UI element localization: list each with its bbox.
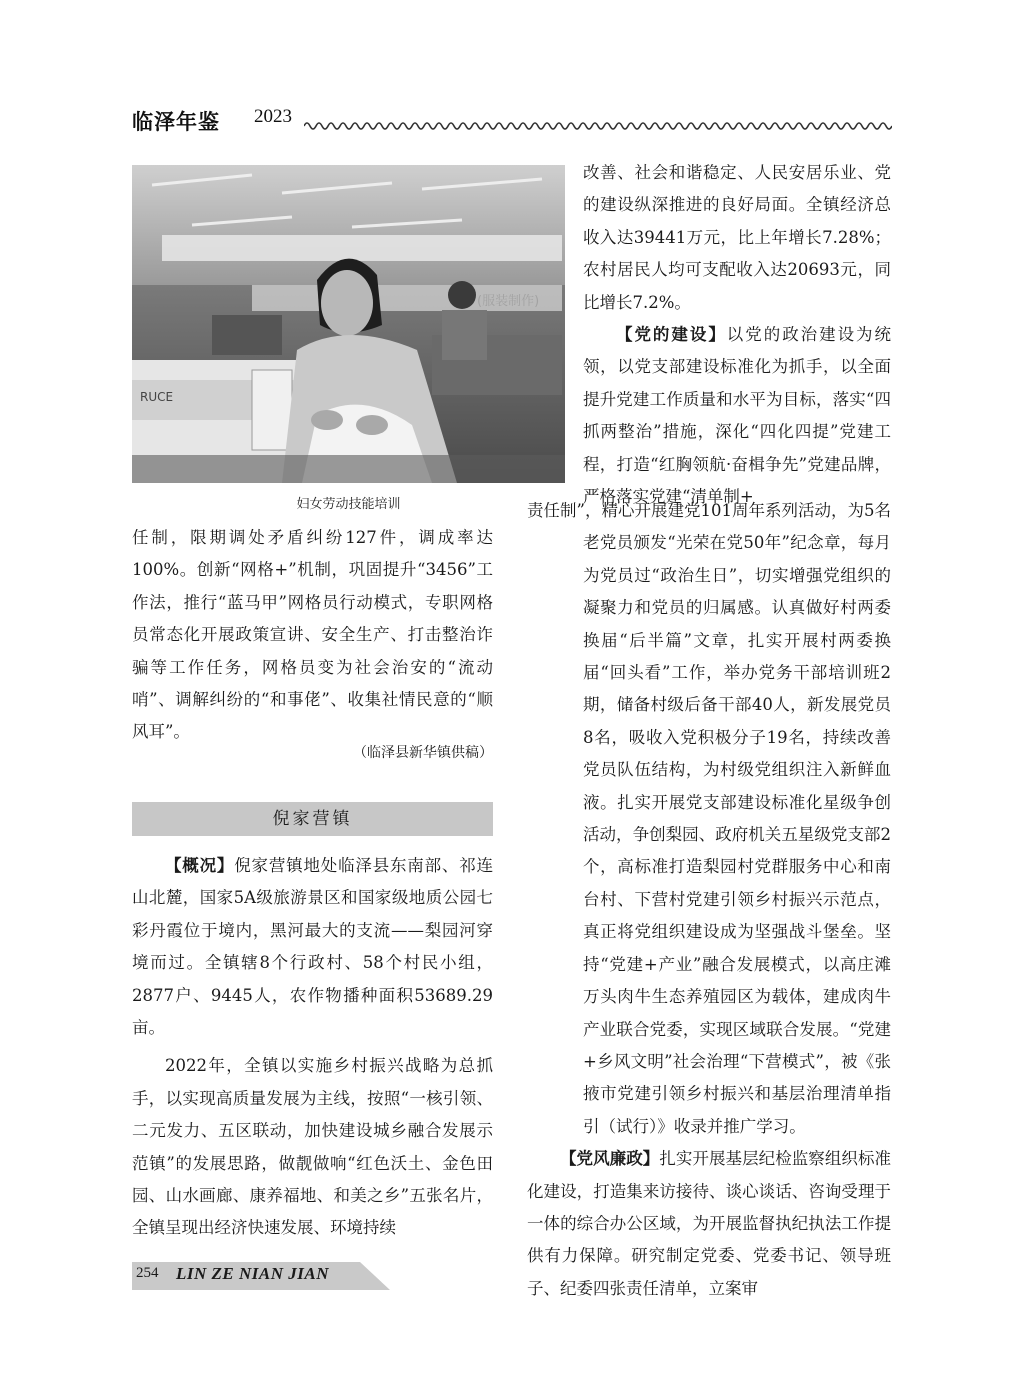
- training-photo: [132, 165, 565, 483]
- paragraph-integrity: [527, 1143, 891, 1305]
- svg-text:RUCE: RUCE: [140, 390, 174, 404]
- overview-text: 倪家营镇地处临泽县东南部、祁连山北麓，国家5A级旅游景区和国家级地质公园七彩丹霞位于境内，黑河最大的支流——梨园河穿境而过。全镇辖8个行政村、58个村民小组，2877户、9445人，农作物播种面积53689.29亩。: [132, 856, 494, 1038]
- footer-name: LIN ZE NIAN JIAN: [176, 1264, 329, 1283]
- paragraph-continued: 改善、社会和谐稳定、人民安居乐业、党的建设纵深推进的良好局面。全镇经济总收入达39441万元，比上年增长7.28%；农村居民人均可支配收入达20693元，同比增长7.2%。: [583, 163, 891, 312]
- left-column-top: [132, 522, 493, 749]
- header-title: 临泽年鉴: [132, 109, 220, 134]
- page-footer: [132, 1262, 392, 1290]
- right-column-top: [583, 157, 891, 513]
- paragraph-party-building-continued: [527, 495, 891, 1143]
- paragraph-party-building: [583, 319, 891, 513]
- integrity-label: 【党风廉政】: [560, 1149, 660, 1169]
- page-number: 254: [136, 1265, 159, 1281]
- overview-label: 【概况】: [165, 856, 235, 875]
- paragraph: 任制，限期调处矛盾纠纷127件，调成率达100%。创新“网格+”机制，巩固提升“3456”工作法，推行“蓝马甲”网格员行动模式，专职网格员常态化开展政策宣讲、安全生产、打击整治诈骗等工作任务，网格员变为社会治安的“流动哨”、调解纠纷的“和事佬”、收集社情民意的“顺风耳”。: [132, 528, 493, 742]
- photo-caption: 妇女劳动技能培训: [296, 497, 401, 512]
- header-year: 2023: [254, 106, 292, 127]
- left-column-bottom: [132, 850, 493, 1245]
- right-column-main: [527, 495, 891, 1305]
- header-wave-divider: [304, 120, 892, 132]
- party-building-label: 【党的建设】: [616, 325, 727, 345]
- party-building-text: 以党的政治建设为统领，以党支部建设标准化为抓手，以全面提升党建工作质量和水平为目标，落实“四抓两整治”措施，深化“四化四提”党建工程，打造“红胸领航·奋楫争先”党建品牌，严格落实党建“清单制+: [583, 325, 892, 507]
- section-title: 倪家营镇: [132, 802, 493, 836]
- source-credit: （临泽县新华镇供稿）: [353, 745, 493, 761]
- paragraph-2022: 2022年，全镇以实施乡村振兴战略为总抓手，以实现高质量发展为主线，按照“一核引领、二元发力、五区联动，加快建设城乡融合发展示范镇”的发展思路，做靓做响“红色沃土、金色田园、山水画廊、康养福地、和美之乡”五张名片，全镇呈现出经济快速发展、环境持续: [132, 1056, 493, 1238]
- page-header: [132, 100, 892, 140]
- integrity-text: 扎实开展基层纪检监察组织标准化建设，打造集来访接待、谈心谈话、咨询受理于一体的综合办公区域，为开展监督执纪执法工作提供有力保障。研究制定党委、党委书记、领导班子、纪委四张责任清单，立案审: [527, 1149, 892, 1298]
- party-building-continued-text: 责任制”，精心开展建党101周年系列活动，为5名老党员颁发“光荣在党50年”纪念章，每月为党员过“政治生日”，切实增强党组织的凝聚力和党员的归属感。认真做好村两委换届“后半篇”文章，扎实开展村两委换届“回头看”工作，举办党务干部培训班2期，储备村级后备干部40人，新发展党员8名，吸收入党积极分子19名，持续改善党员队伍结构，为村级党组织注入新鲜血液。扎实开展党支部建设标准化星级争创活动，争创梨园、政府机关五星级党支部2个，高标准打造梨园村党群服务中心和南台村、下营村党建引领乡村振兴示范点，真正将党组织建设成为坚强战斗堡垒。坚持“党建+产业”融合发展模式，以高庄滩万头肉牛生态养殖园区为载体，建成肉牛产业联合党委，实现区域联合发展。“党建+乡风文明”社会治理“下营模式”，被《张掖市党建引领乡村振兴和基层治理清单指引（试行）》收录并推广学习。: [527, 501, 891, 1136]
- paragraph-overview: [132, 850, 493, 1044]
